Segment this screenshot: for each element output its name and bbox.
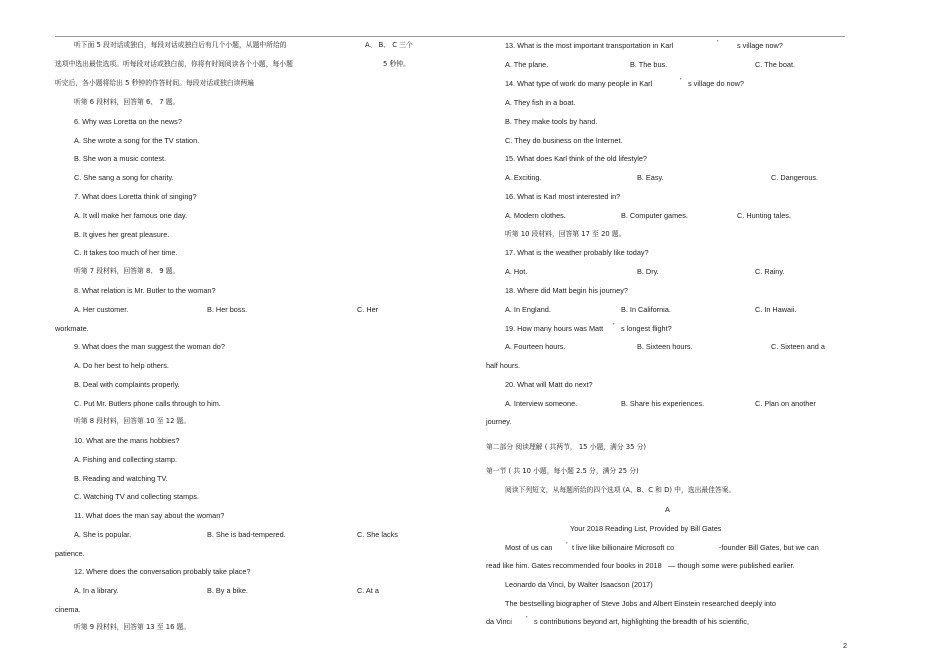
question-15-option-c: C. Dangerous. xyxy=(771,173,819,182)
passage-para-1-end: -founder Bill Gates, but we can xyxy=(719,543,819,552)
question-20-option-c: C. Plan on another xyxy=(755,399,816,408)
reading-instructions: 阅读下列短文，从每题所给的四个选项 (A、B、C 和 D) 中，选出最佳答案。 xyxy=(505,486,736,494)
question-6-option-a: A. She wrote a song for the TV station. xyxy=(74,136,200,145)
question-10-option-a: A. Fishing and collecting stamp. xyxy=(74,455,178,464)
question-8-option-c: C. Her xyxy=(357,305,379,314)
question-15-option-a: A. Exciting. xyxy=(505,173,542,182)
listening-instructions-1-options: A、 B、 C 三个 xyxy=(365,41,413,49)
page-number: 2 xyxy=(843,641,848,650)
passage-para-2-line-2-start: da Vinci xyxy=(486,617,512,626)
passage-para-1-mid: t live like billionaire Microsoft co xyxy=(572,543,675,552)
question-17-option-c: C. Rainy. xyxy=(755,267,785,276)
passage-title: Your 2018 Reading List, Provided by Bill Gates xyxy=(570,524,722,533)
question-9-option-c: C. Put Mr. Butlers phone calls through to him. xyxy=(74,399,221,408)
question-14-option-a: A. They fish in a boat. xyxy=(505,98,576,107)
passage-apostrophe-2: ’ xyxy=(526,614,528,623)
question-13-option-b: B. The bus. xyxy=(630,60,668,69)
section-6-heading: 听第 6 段材料，回答第 6、 7 题。 xyxy=(74,98,180,106)
question-19-stem-start: 19. How many hours was Matt xyxy=(505,324,604,333)
part-2-heading: 第二部分 阅读理解 ( 共两节， 15 小题，满分 35 分) xyxy=(486,443,647,451)
question-11-option-a: A. She is popular. xyxy=(74,530,132,539)
question-17: 17. What is the weather probably like today? xyxy=(505,248,649,257)
listening-instructions-2: 选项中选出最佳选项。听每段对话或独白前，你将有时间阅读各个小题，每小题 xyxy=(55,60,293,68)
question-13-option-a: A. The plane. xyxy=(505,60,549,69)
question-14-stem-start: 14. What type of work do many people in Karl xyxy=(505,79,653,88)
question-16: 16. What is Karl most interested in? xyxy=(505,192,621,201)
question-7-option-b: B. It gives her great pleasure. xyxy=(74,230,170,239)
question-8-option-c-cont: workmate. xyxy=(55,324,89,333)
section-1-heading: 第一节 ( 共 10 小题，每小题 2.5 分，满分 25 分) xyxy=(486,467,639,475)
section-10-heading: 听第 10 段材料，回答第 17 至 20 题。 xyxy=(505,230,626,238)
question-13-option-c: C. The boat. xyxy=(755,60,796,69)
question-19-option-c-cont: half hours. xyxy=(486,361,521,370)
question-12-option-a: A. In a library. xyxy=(74,586,119,595)
passage-para-1-start: Most of us can xyxy=(505,543,553,552)
section-8-heading: 听第 8 段材料，回答第 10 至 12 题。 xyxy=(74,417,191,425)
question-18-option-a: A. In England. xyxy=(505,305,551,314)
passage-para-1-line-2-end: — though some were published earlier. xyxy=(668,561,795,570)
question-8-option-b: B. Her boss. xyxy=(207,305,248,314)
question-18-option-c: C. In Hawaii. xyxy=(755,305,797,314)
section-9-heading: 听第 9 段材料，回答第 13 至 16 题。 xyxy=(74,623,191,631)
question-9-option-b: B. Deal with complaints properly. xyxy=(74,380,180,389)
question-20-option-c-cont: journey. xyxy=(486,417,512,426)
question-14-stem-end: s village do now? xyxy=(688,79,744,88)
question-6: 6. Why was Loretta on the news? xyxy=(74,117,182,126)
passage-letter: A xyxy=(665,505,670,514)
question-12-option-c: C. At a xyxy=(357,586,379,595)
question-13-stem-start: 13. What is the most important transportation in Karl xyxy=(505,41,674,50)
question-8-option-a: A. Her customer. xyxy=(74,305,129,314)
question-16-option-c: C. Hunting tales. xyxy=(737,211,791,220)
book-1-title: Leonardo da Vinci, by Walter Isaacson (2017) xyxy=(505,580,653,589)
question-13-apostrophe: ’ xyxy=(717,38,719,47)
question-10-option-b: B. Reading and watching TV. xyxy=(74,474,168,483)
question-20: 20. What will Matt do next? xyxy=(505,380,593,389)
question-9: 9. What does the man suggest the woman do? xyxy=(74,342,225,351)
question-6-option-b: B. She won a music contest. xyxy=(74,154,167,163)
question-18-option-b: B. In California. xyxy=(621,305,671,314)
question-17-option-a: A. Hot. xyxy=(505,267,528,276)
question-19-option-a: A. Fourteen hours. xyxy=(505,342,566,351)
question-10: 10. What are the mans hobbies? xyxy=(74,436,180,445)
question-19-apostrophe: ’ xyxy=(613,321,615,330)
question-12: 12. Where does the conversation probably take place? xyxy=(74,567,251,576)
question-17-option-b: B. Dry. xyxy=(637,267,659,276)
section-7-heading: 听第 7 段材料，回答第 8、 9 题。 xyxy=(74,267,180,275)
question-14-option-c: C. They do business on the Internet. xyxy=(505,136,623,145)
question-12-option-b: B. By a bike. xyxy=(207,586,248,595)
question-19-option-c: C. Sixteen and a xyxy=(771,342,825,351)
passage-apostrophe-1: ’ xyxy=(566,540,568,549)
question-10-option-c: C. Watching TV and collecting stamps. xyxy=(74,492,199,501)
passage-para-2: The bestselling biographer of Steve Jobs and Albert Einstein researched deeply into xyxy=(505,599,776,608)
question-14-option-b: B. They make tools by hand. xyxy=(505,117,598,126)
listening-instructions-2-time: 5 秒钟。 xyxy=(383,60,410,68)
question-11: 11. What does the man say about the woman? xyxy=(74,511,225,520)
question-7-option-a: A. It will make her famous one day. xyxy=(74,211,188,220)
listening-instructions-1: 听下面 5 段对话或独白，每段对话或独白后有几个小题，从题中所给的 xyxy=(74,41,287,49)
question-9-option-a: A. Do her best to help others. xyxy=(74,361,169,370)
question-11-option-c: C. She lacks xyxy=(357,530,398,539)
header-rule xyxy=(55,36,845,37)
question-20-option-b: B. Share his experiences. xyxy=(621,399,705,408)
passage-para-2-line-2: s contributions beyond art, highlighting the breadth of his scientific, xyxy=(534,617,749,626)
question-7-option-c: C. It takes too much of her time. xyxy=(74,248,178,257)
question-20-option-a: A. Interview someone. xyxy=(505,399,578,408)
question-16-option-b: B. Computer games. xyxy=(621,211,688,220)
question-15: 15. What does Karl think of the old lifestyle? xyxy=(505,154,647,163)
question-19-option-b: B. Sixteen hours. xyxy=(637,342,693,351)
question-13-stem-end: s village now? xyxy=(737,41,783,50)
question-18: 18. Where did Matt begin his journey? xyxy=(505,286,628,295)
question-14-apostrophe: ’ xyxy=(680,76,682,85)
question-16-option-a: A. Modern clothes. xyxy=(505,211,566,220)
question-15-option-b: B. Easy. xyxy=(637,173,664,182)
question-11-option-c-cont: patience. xyxy=(55,549,85,558)
question-6-option-c: C. She sang a song for charity. xyxy=(74,173,174,182)
question-12-option-c-cont: cinema. xyxy=(55,605,81,614)
question-11-option-b: B. She is bad-tempered. xyxy=(207,530,286,539)
question-19-stem-end: s longest flight? xyxy=(621,324,672,333)
question-8: 8. What relation is Mr. Butler to the woman? xyxy=(74,286,216,295)
question-7: 7. What does Loretta think of singing? xyxy=(74,192,197,201)
passage-para-1-line-2: read like him. Gates recommended four books in 2018 xyxy=(486,561,662,570)
listening-instructions-3: 听完后，各小题将给出 5 秒钟的作答时间。每段对话或独白读两遍 xyxy=(55,79,254,87)
